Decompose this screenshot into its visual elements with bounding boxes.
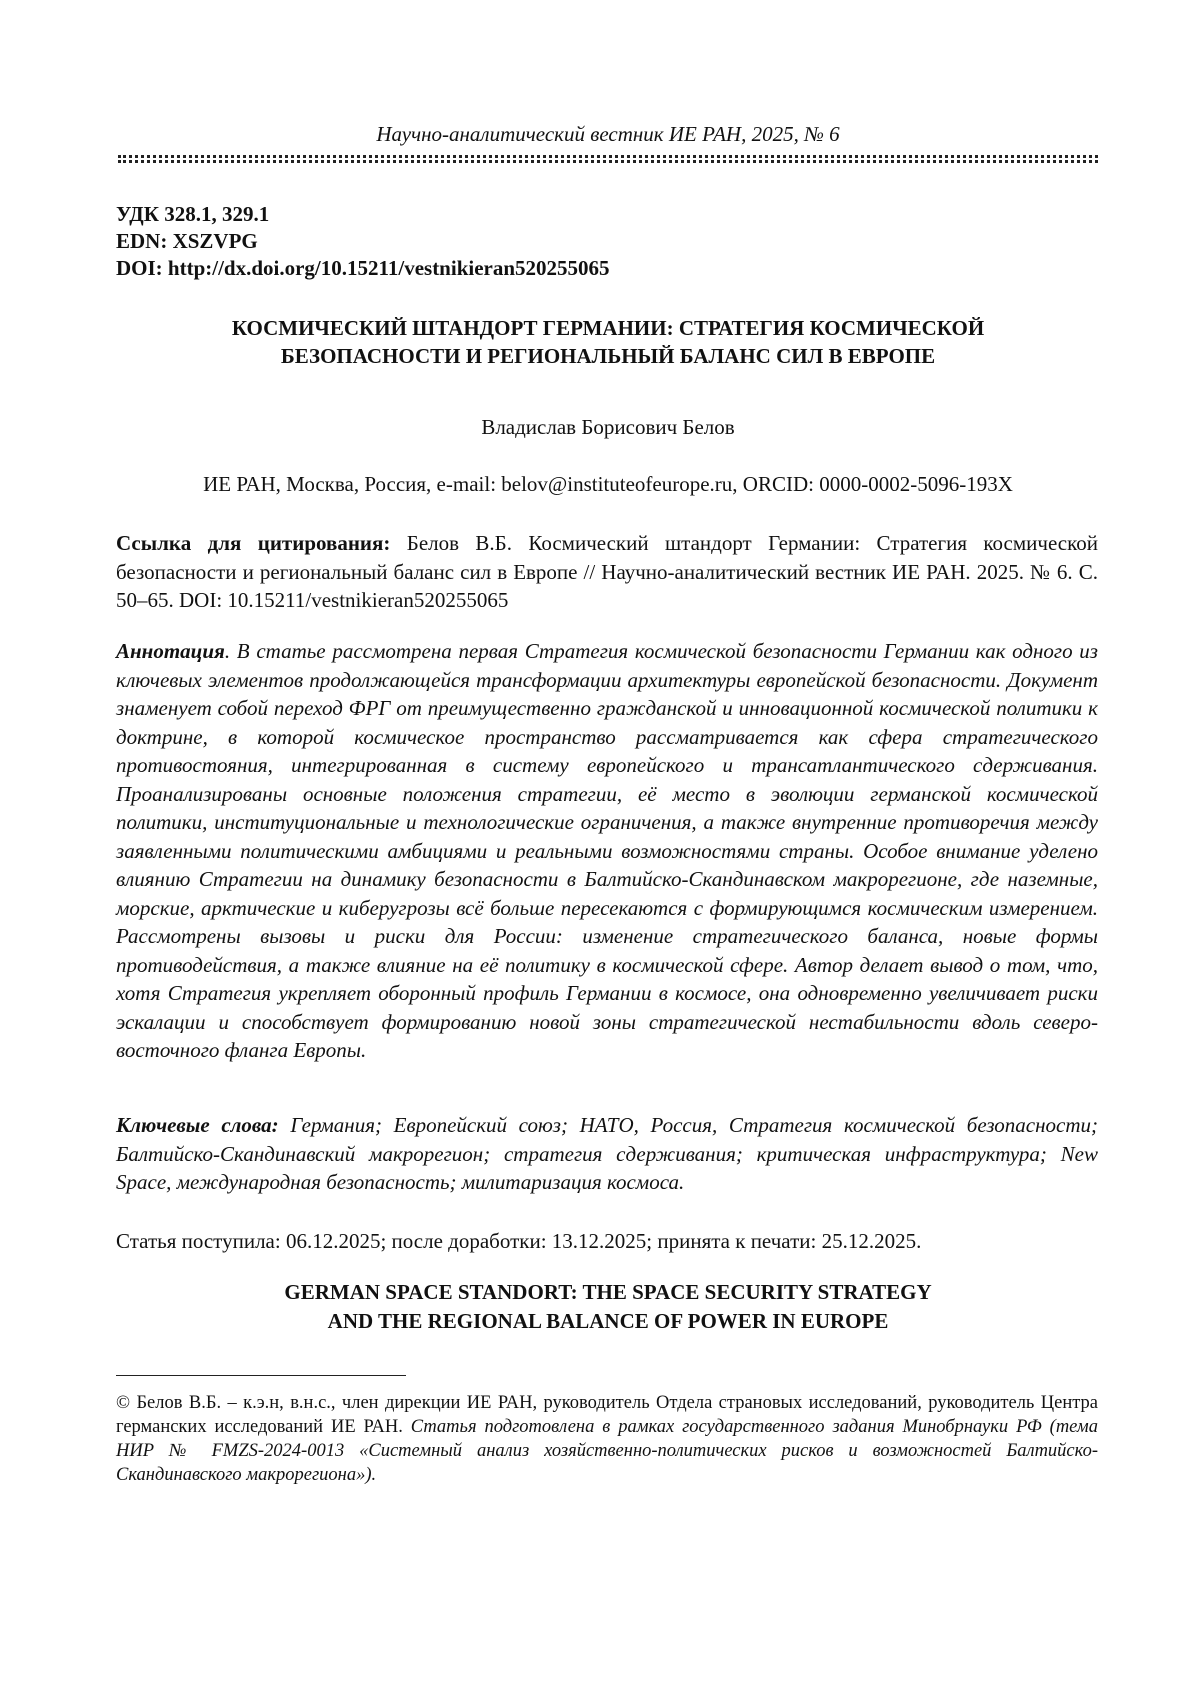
keywords-block bbox=[116, 1111, 1098, 1197]
abstract-label: Аннотация bbox=[116, 639, 225, 663]
article-title-en bbox=[118, 1278, 1098, 1336]
title-ru-line-1: КОСМИЧЕСКИЙ ШТАНДОРТ ГЕРМАНИИ: СТРАТЕГИЯ КОСМИЧЕСКОЙ bbox=[231, 316, 985, 340]
title-en-line-1: GERMAN SPACE STANDORT: THE SPACE SECURITY STRATEGY bbox=[284, 1280, 932, 1304]
header-double-rule-bottom bbox=[118, 160, 1098, 163]
journal-running-header: Научно-аналитический вестник ИЕ РАН, 2025, № 6 bbox=[376, 122, 840, 146]
author-footnote bbox=[116, 1391, 1098, 1487]
footnote-italic-text: Статья подготовлена в рамках государственного задания Минобрнауки РФ (тема НИР № FMZS-2024-0013 «Системный анализ хозяйственно-политических рисков и возможностей Балтийско-Скандинавского макрорегиона»). bbox=[116, 1417, 1098, 1485]
author-name: Владислав Борисович Белов bbox=[481, 415, 735, 439]
abstract-block bbox=[116, 637, 1098, 1065]
title-ru-line-2: БЕЗОПАСНОСТИ И РЕГИОНАЛЬНЫЙ БАЛАНС СИЛ В ЕВРОПЕ bbox=[280, 344, 936, 368]
submission-dates: Статья поступила: 06.12.2025; после доработки: 13.12.2025; принята к печати: 25.12.2025. bbox=[116, 1229, 922, 1253]
edn-code: EDN: XSZVPG bbox=[116, 229, 258, 253]
article-title-ru bbox=[118, 314, 1098, 370]
header-double-rule-top bbox=[118, 155, 1098, 158]
keywords-text: Германия; Европейский союз; НАТО, Россия, Стратегия космической безопасности; Балтийско-Скандинавский макрорегион; стратегия сдерживания; критическая инфраструктура; New Space, международная безопасность; милитаризация космоса. bbox=[116, 1113, 1098, 1194]
citation-label: Ссылка для цитирования: bbox=[116, 531, 391, 555]
citation-block bbox=[116, 529, 1098, 615]
footnote-separator bbox=[116, 1375, 406, 1376]
article-metadata bbox=[116, 201, 610, 282]
udk-code: УДК 328.1, 329.1 bbox=[116, 202, 270, 226]
title-en-line-2: AND THE REGIONAL BALANCE OF POWER IN EUROPE bbox=[327, 1309, 889, 1333]
doi-link[interactable]: DOI: http://dx.doi.org/10.15211/vestnikieran520255065 bbox=[116, 256, 610, 280]
citation-text: Белов В.Б. Космический штандорт Германии: Стратегия космической безопасности и региональный баланс сил в Европе // Научно-аналитический вестник ИЕ РАН. 2025. № 6. С. 50–65. DOI: 10.15211/vestnikieran520255065 bbox=[116, 531, 1098, 612]
abstract-text: . В статье рассмотрена первая Стратегия космической безопасности Германии как одного из ключевых элементов продолжающейся трансформации архитектуры европейской безопасности. Документ знаменует собой переход ФРГ от преимущественно гражданской и инновационной космической политики к доктрине, в которой космическое пространство рассматривается как сфера стратегического противостояния, интегрированная в систему европейского и трансатлантического сдерживания. Проанализированы основные положения стратегии, её место в эволюции германской космической политики, институциональные и технологические ограничения, а также внутренние противоречия между заявленными политическими амбициями и реальными возможностями страны. Особое внимание уделено влиянию Стратегии на динамику безопасности в Балтийско-Скандинавском макрорегионе, где наземные, морские, арктические и киберугрозы всё больше пересекаются с формирующимся космическим измерением. Рассмотрены вызовы и риски для России: изменение стратегического баланса, новые формы противодействия, а также влияние на её политику в космической сфере. Автор делает вывод о том, что, хотя Стратегия укрепляет оборонный профиль Германии в космосе, она одновременно увеличивает риски эскалации и способствует формированию новой зоны стратегической нестабильности вдоль северо-восточного фланга Европы. bbox=[116, 639, 1098, 1062]
author-affiliation: ИЕ РАН, Москва, Россия, e-mail: belov@instituteofeurope.ru, ORCID: 0000-0002-5096-193X bbox=[203, 472, 1013, 496]
footnote-regular-text: © Белов В.Б. – к.э.н, в.н.с., член дирекции ИЕ РАН, руководитель Отдела страновых исследований, руководитель Центра германских исследований ИЕ РАН. bbox=[116, 1393, 1098, 1437]
keywords-label: Ключевые слова: bbox=[116, 1113, 279, 1137]
